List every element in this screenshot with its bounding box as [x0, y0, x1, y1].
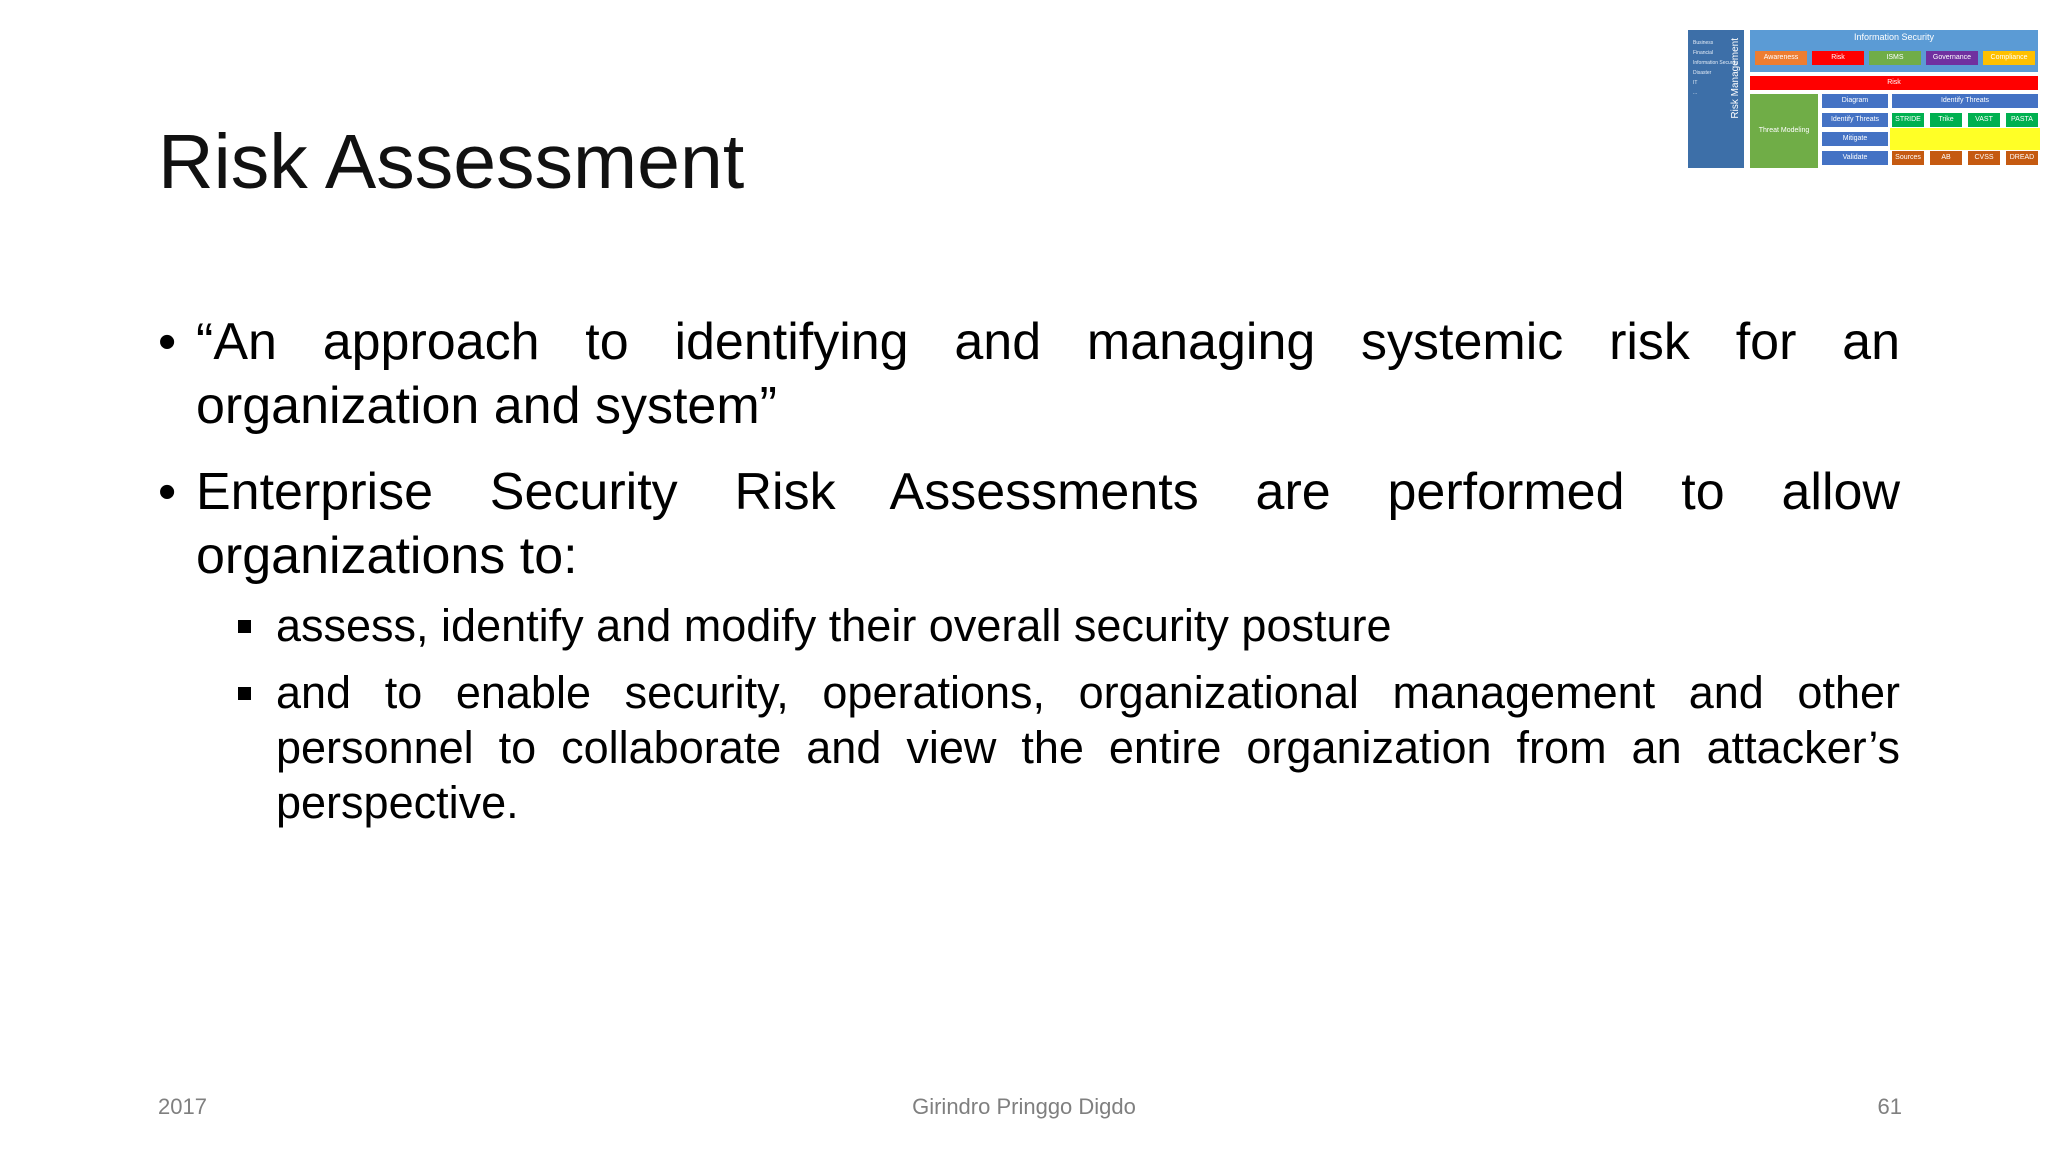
step-mitigate-label: Mitigate	[1842, 135, 1868, 142]
bullet-definition: • “An approach to identifying and managing systemic risk for an organization and system”	[158, 310, 1900, 438]
rm-item: Business	[1693, 40, 1714, 46]
rating-dread-label: DREAD	[2009, 154, 2035, 161]
rm-item: IT	[1693, 80, 1698, 86]
top-awareness	[1755, 51, 1807, 65]
footer-page-number: 61	[1877, 1094, 1902, 1119]
rm-item: Disaster	[1693, 70, 1712, 76]
step-identify	[1822, 113, 1888, 127]
method-vast-label: VAST	[1975, 116, 1993, 123]
rating-ab-label: AB	[1941, 154, 1951, 161]
rating-sources	[1892, 151, 1924, 165]
top-risk-label: Risk	[1831, 54, 1845, 61]
method-trike	[1930, 113, 1962, 127]
identify-threats-header	[1892, 94, 2038, 108]
risk-management-label: Risk Management	[1730, 38, 1741, 119]
top-risk	[1812, 51, 1864, 65]
method-stride-label: STRIDE	[1895, 116, 1921, 123]
step-diagram	[1822, 94, 1888, 108]
method-stride	[1892, 113, 1924, 127]
threat-modeling-label: Threat Modeling	[1758, 127, 1810, 134]
slide-title: Risk Assessment	[158, 119, 745, 205]
rm-item: Information Security	[1693, 60, 1738, 66]
sub-bullet-list	[158, 598, 1900, 830]
slide-content	[158, 310, 1900, 842]
framework-thumbnail	[1688, 30, 2040, 170]
step-identify-label: Identify Threats	[1830, 116, 1880, 123]
rating-sources-label: Sources	[1895, 154, 1921, 161]
highlight-band	[1890, 128, 2040, 150]
top-governance	[1926, 51, 1978, 65]
rating-dread	[2006, 151, 2038, 165]
top-awareness-label: Awareness	[1763, 54, 1799, 61]
method-pasta-label: PASTA	[2011, 116, 2033, 123]
top-isms-label: ISMS	[1886, 54, 1904, 61]
step-validate	[1822, 151, 1888, 165]
risk-bar-label: Risk	[1887, 79, 1901, 86]
top-governance-label: Governance	[1932, 54, 1972, 61]
bullet-enterprise: • Enterprise Security Risk Assessments are performed to allow organizations to:	[158, 460, 1900, 588]
top-compliance-label: Compliance	[1990, 54, 2028, 61]
identify-threats-header-label: Identify Threats	[1940, 97, 1990, 104]
rating-cvss	[1968, 151, 2000, 165]
rating-cvss-label: CVSS	[1974, 154, 1994, 161]
sub-bullet-collaborate: and to enable security, operations, organizational management and other personnel to collaborate and view the entire organization from an attacker’s perspective.	[238, 665, 1900, 830]
step-validate-label: Validate	[1842, 154, 1868, 161]
method-vast	[1968, 113, 2000, 127]
step-mitigate	[1822, 132, 1888, 146]
footer-author: Girindro Pringgo Digdo	[912, 1094, 1136, 1119]
method-pasta	[2006, 113, 2038, 127]
step-diagram-label: Diagram	[1841, 97, 1869, 104]
method-trike-label: Trike	[1938, 116, 1954, 123]
rm-item: Financial	[1693, 50, 1714, 56]
rm-item: ...	[1693, 90, 1698, 96]
risk-bar	[1750, 76, 2038, 90]
risk-management-panel	[1688, 30, 1744, 168]
threat-modeling-box	[1750, 94, 1818, 168]
top-isms	[1869, 51, 1921, 65]
rating-ab	[1930, 151, 1962, 165]
info-security-header-label: Information Security	[1853, 32, 1935, 42]
footer-year: 2017	[158, 1094, 207, 1119]
sub-bullet-posture: assess, identify and modify their overall security posture	[238, 598, 1900, 653]
top-compliance	[1983, 51, 2035, 65]
